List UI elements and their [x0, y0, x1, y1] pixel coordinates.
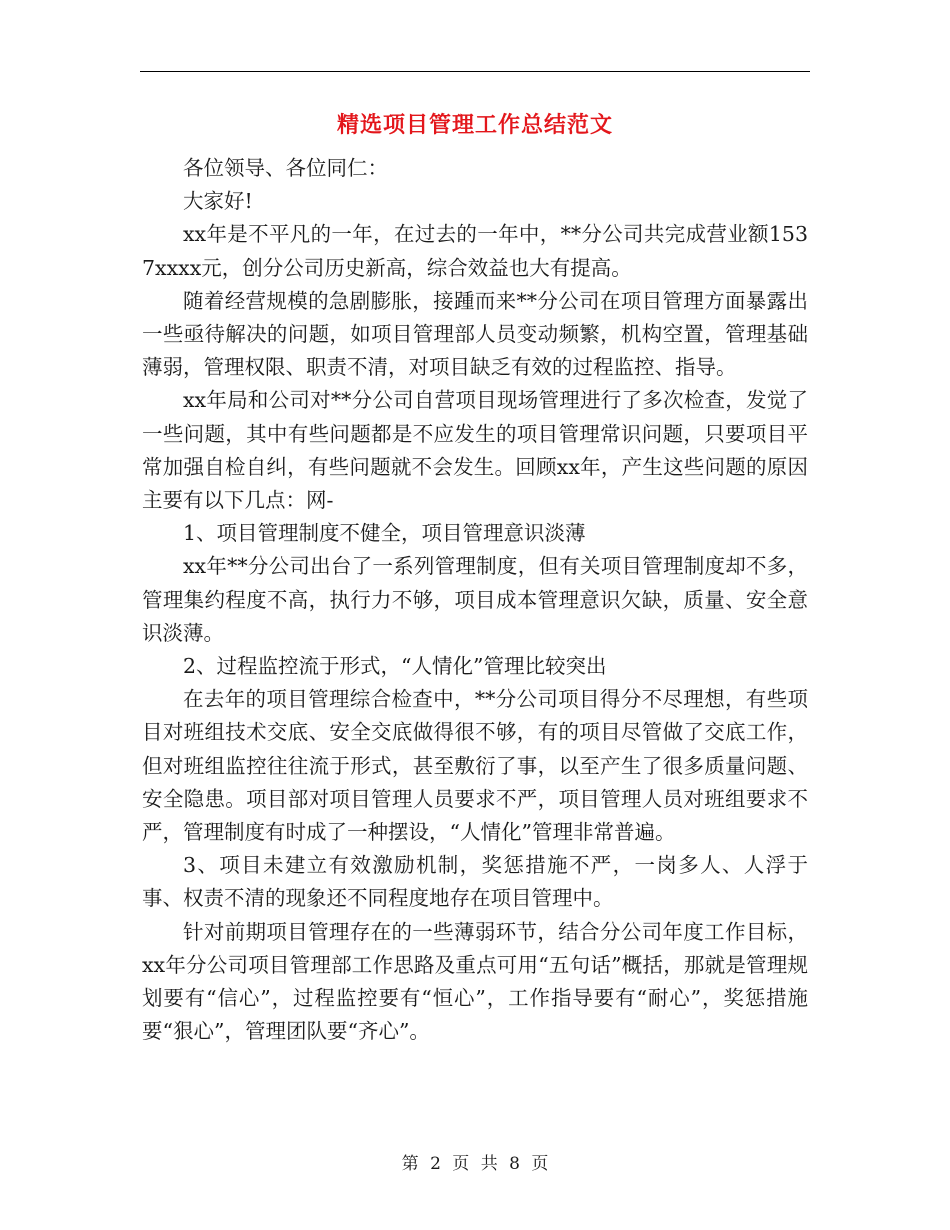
paragraph-point-2: 在去年的项目管理综合检查中，**分公司项目得分不尽理想，有些项目对班组技术交底、安全交底做得很不够，有的项目尽管做了交底工作，但对班组监控往往流于形式，甚至敷衍了事，以至产生了很多质量问题、安全隐患。项目部对项目管理人员要求不严，项目管理人员对班组要求不严，管理制度有时成了一种摆设，“人情化”管理非常普遍。: [142, 687, 808, 845]
paragraph-point-1: xx年**分公司出台了一系列管理制度，但有关项目管理制度却不多，管理集约程度不高，执行力不够，项目成本管理意识欠缺，质量、安全意识淡薄。: [142, 554, 808, 645]
paragraph-salutation: 各位领导、各位同仁：: [183, 156, 388, 180]
paragraph-greeting: 大家好!: [183, 189, 253, 214]
header-rule: [140, 71, 810, 72]
paragraph-problems: 随着经营规模的急剧膨胀，接踵而来**分公司在项目管理方面暴露出一些亟待解决的问题，如项目管理部人员变动频繁，机构空置，管理基础薄弱，管理权限、职责不清，对项目缺乏有效的过程监控、指导。: [142, 288, 808, 380]
paragraph-point-3: 3、项目未建立有效激励机制，奖惩措施不严，一岗多人、人浮于事、权责不清的现象还不同程度地存在项目管理中。: [142, 853, 808, 911]
document-title: 精选项目管理工作总结范文: [336, 113, 613, 138]
heading-point-1: 1、项目管理制度不健全，项目管理意识淡薄: [183, 521, 586, 546]
document-body: [142, 152, 808, 1048]
paragraph-inspection: xx年局和公司对**分公司自营项目现场管理进行了多次检查，发觉了一些问题，其中有些问题都是不应发生的项目管理常识问题，只要项目平常加强自检自纠，有些问题就不会发生。回顾xx年，产生这些问题的原因主要有以下几点：网-: [142, 388, 808, 513]
paragraph-plan: 针对前期项目管理存在的一些薄弱环节，结合分公司年度工作目标，xx年分公司项目管理部工作思路及重点可用“五句话”概括，那就是管理规划要有“信心”，过程监控要有“恒心”，工作指导要有“耐心”，奖惩措施要“狠心”，管理团队要“齐心”。: [142, 919, 808, 1044]
heading-point-2: 2、过程监控流于形式，“人情化”管理比较突出: [183, 654, 607, 679]
paragraph-revenue: xx年是不平凡的一年，在过去的一年中，**分公司共完成营业额1537xxxx元，创分公司历史新高，综合效益也大有提高。: [142, 222, 808, 280]
page-number-footer: 第 2 页 共 8 页: [401, 1154, 549, 1174]
